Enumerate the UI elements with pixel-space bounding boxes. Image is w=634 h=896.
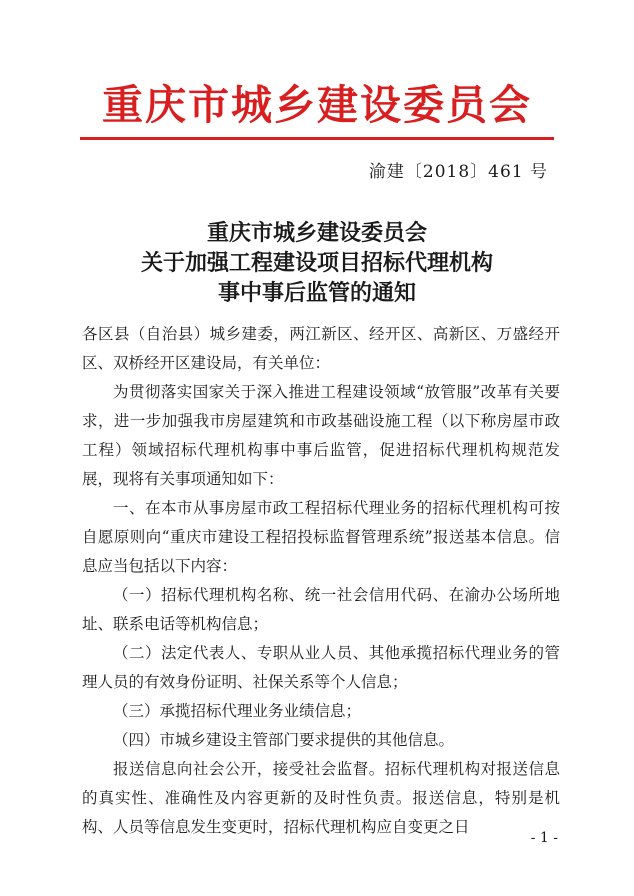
title-line: 重庆市城乡建设委员会 bbox=[206, 220, 427, 246]
red-divider-line bbox=[80, 137, 554, 140]
body-paragraph: 一、在本市从事房屋市政工程招标代理业务的招标代理机构可按自愿原则向“重庆市建设工程招投标监督管理系统”报送基本信息。信息应当包括以下内容： bbox=[82, 499, 560, 575]
body-paragraph: （二）法定代表人、专职从业人员、其他承揽招标代理业务的管理人员的有效身份证明、社保关系等个人信息； bbox=[82, 644, 560, 691]
body-paragraph: （三）承揽招标代理业务业绩信息； bbox=[113, 702, 362, 720]
document-body bbox=[82, 320, 560, 842]
recipients: 各区县（自治县）城乡建委，两江新区、经开区、高新区、万盛经开区、双桥经开区建设局，有关单位： bbox=[82, 325, 560, 372]
title-line: 事中事后监管的通知 bbox=[217, 280, 416, 306]
document-title bbox=[0, 218, 634, 308]
body-paragraph: （一）招标代理机构名称、统一社会信用代码、在渝办公场所地址、联系电话等机构信息； bbox=[82, 586, 560, 633]
title-line: 关于加强工程建设项目招标代理机构 bbox=[140, 250, 493, 276]
page-number: - 1 - bbox=[530, 830, 558, 846]
document-number: 渝建〔2018〕461 号 bbox=[368, 162, 548, 182]
body-paragraph: 报送信息向社会公开，接受社会监督。招标代理机构对报送信息的真实性、准确性及内容更新的及时性负责。报送信息，特别是机构、人员等信息发生变更时，招标代理机构应自变更之日 bbox=[82, 760, 560, 836]
body-paragraph: （四）市城乡建设主管部门要求提供的其他信息。 bbox=[113, 731, 455, 749]
body-paragraph: 为贯彻落实国家关于深入推进工程建设领域“放管服”改革有关要求，进一步加强我市房屋建筑和市政基础设施工程（以下称房屋市政工程）领域招标代理机构事中事后监管，促进招标代理机构规范发展，现将有关事项通知如下： bbox=[82, 383, 560, 488]
issuer-heading: 重庆市城乡建设委员会 bbox=[102, 81, 532, 129]
